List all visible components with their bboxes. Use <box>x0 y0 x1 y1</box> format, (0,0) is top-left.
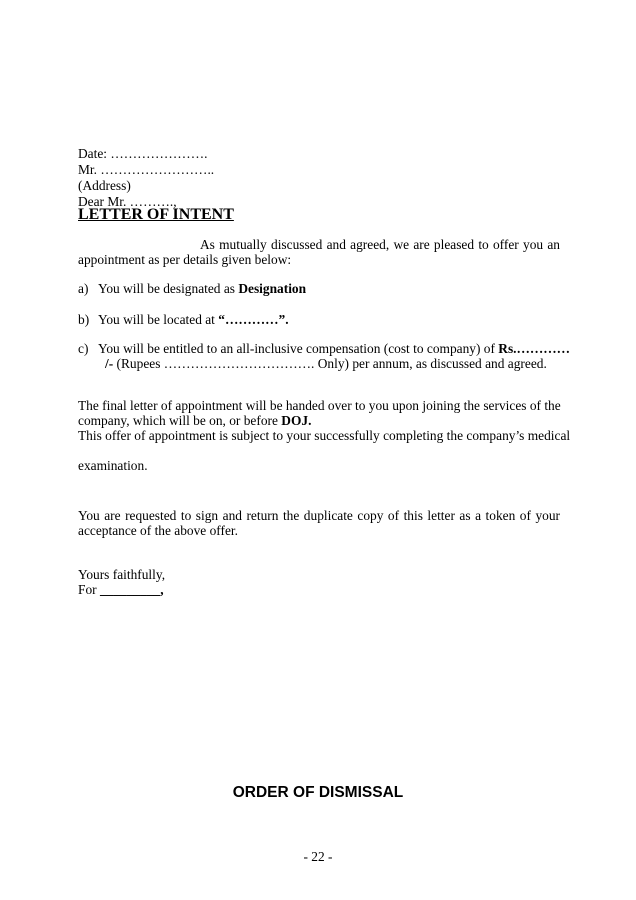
page-number: - 22 - <box>303 849 333 864</box>
item-a: a) You will be designated as Designation <box>78 281 307 296</box>
compensation-field: Rs.………… <box>498 341 571 356</box>
for-line: For _________, <box>78 582 164 597</box>
item-c-continuation: /- (Rupees ……………………………. Only) per annum, as discussed and agreed. <box>105 356 547 371</box>
sign-off: Yours faithfully, <box>78 567 166 582</box>
item-label: c) <box>78 341 89 356</box>
company-blank: _________, <box>99 582 164 597</box>
paragraph-3-line-2: acceptance of the above offer. <box>78 523 238 538</box>
salutation: Dear Mr. ………., <box>78 194 177 209</box>
paragraph-2-line-2: examination. <box>78 458 148 473</box>
paragraph-1-line-1: The final letter of appointment will be handed over to you upon joining the services of the <box>78 398 561 413</box>
item-c: c) You will be entitled to an all-inclusive compensation (cost to company) of Rs.………… <box>78 341 571 356</box>
location-field: “…………”. <box>218 312 289 327</box>
designation-field: Designation <box>238 281 307 296</box>
address-line: (Address) <box>78 178 131 193</box>
intro-line-2: appointment as per details given below: <box>78 252 292 267</box>
date-line: Date: …………………. <box>78 146 208 161</box>
paragraph-2-line-1: This offer of appointment is subject to your successfully completing the company’s medical <box>78 428 571 443</box>
recipient-line: Mr. …………………….. <box>78 162 215 177</box>
item-label: a) <box>78 281 89 296</box>
letter-title: LETTER OF INTENT <box>78 206 234 223</box>
paragraph-1-line-2: company, which will be on, or before DOJ. <box>78 413 312 428</box>
doj-field: DOJ. <box>281 413 312 428</box>
item-b: b) You will be located at “…………”. <box>78 312 289 327</box>
item-label: b) <box>78 312 90 327</box>
section-title-order-of-dismissal: ORDER OF DISMISSAL <box>232 784 404 801</box>
intro-line-1: As mutually discussed and agreed, we are pleased to offer you an <box>200 237 560 252</box>
paragraph-3-line-1: You are requested to sign and return the duplicate copy of this letter as a token of your <box>78 508 560 523</box>
